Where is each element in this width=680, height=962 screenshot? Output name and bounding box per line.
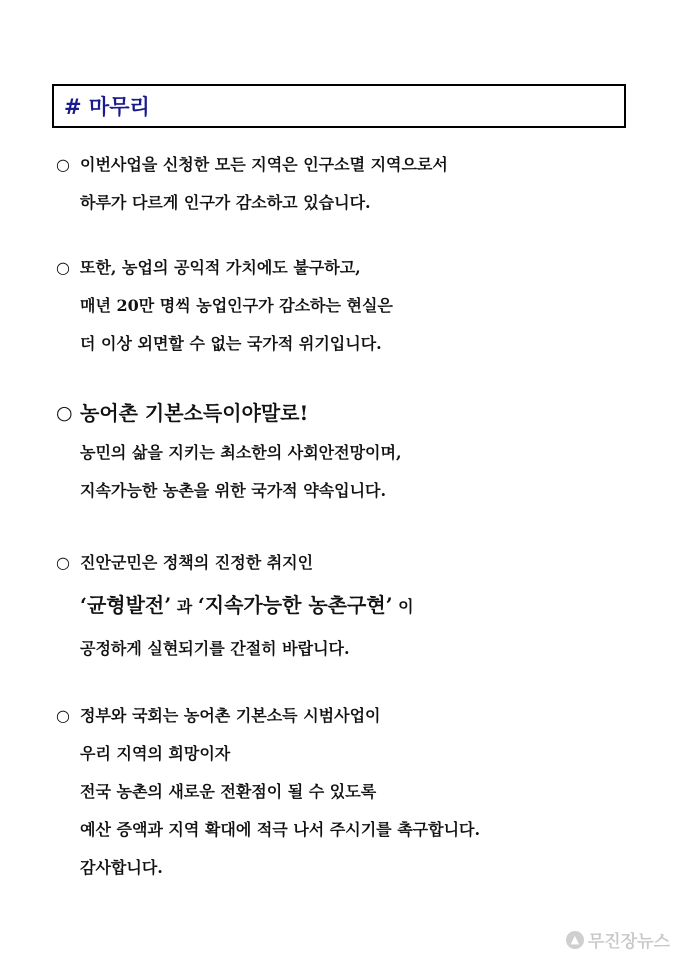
paragraph-line: 농민의 삶을 지키는 최소한의 사회안전망이며, [80,443,402,462]
paragraph-line: 정부와 국회는 농어촌 기본소득 시범사업이 [80,706,381,725]
emphasis-line [80,582,414,630]
paragraph-farming [56,249,393,363]
paragraph-basic-income [56,392,402,510]
paragraph-jinan [56,544,414,668]
section-heading: # 마무리 [64,95,150,119]
bullet-icon: ○ [56,258,70,277]
section-heading-box [52,84,626,128]
bullet-icon: ○ [56,402,73,424]
paragraph-title: 농어촌 기본소득이야말로! [80,401,309,425]
paragraph-line: 이번사업을 신청한 모든 지역은 인구소멸 지역으로서 [80,155,448,174]
bullet-icon: ○ [56,553,70,572]
paragraph-population [56,146,448,222]
paragraph-line: 감사합니다. [80,858,163,877]
connector-text: 과 [171,597,198,616]
paragraph-line: 지속가능한 농촌을 위한 국가적 약속입니다. [80,481,387,500]
watermark-text: 무진장뉴스 [587,932,670,952]
bullet-icon: ○ [56,706,70,725]
paragraph-line: 전국 농촌의 새로운 전환점이 될 수 있도록 [80,782,377,801]
paragraph-line: 더 이상 외면할 수 없는 국가적 위기입니다. [80,334,382,353]
paragraph-line: 우리 지역의 희망이자 [80,744,231,763]
paragraph-line: 또한, 농업의 공익적 가치에도 불구하고, [80,258,361,277]
paragraph-line: 하루가 다르게 인구가 감소하고 있습니다. [80,193,371,212]
emphasis-balanced-development: ‘균형발전’ [80,593,172,617]
bullet-icon: ○ [56,155,70,174]
paragraph-line: 매년 20만 명씩 농업인구가 감소하는 현실은 [80,296,393,315]
mountain-logo-icon: ▲ [566,931,584,949]
emphasis-sustainable-farming: ‘지속가능한 농촌구현’ [197,593,393,617]
connector-text: 이 [392,597,414,616]
watermark [566,927,670,952]
paragraph-line: 공정하게 실현되기를 간절히 바랍니다. [80,639,350,658]
paragraph-line: 진안군민은 정책의 진정한 취지인 [80,553,314,572]
paragraph-line: 예산 증액과 지역 확대에 적극 나서 주시기를 촉구합니다. [80,820,481,839]
paragraph-request [56,697,480,887]
